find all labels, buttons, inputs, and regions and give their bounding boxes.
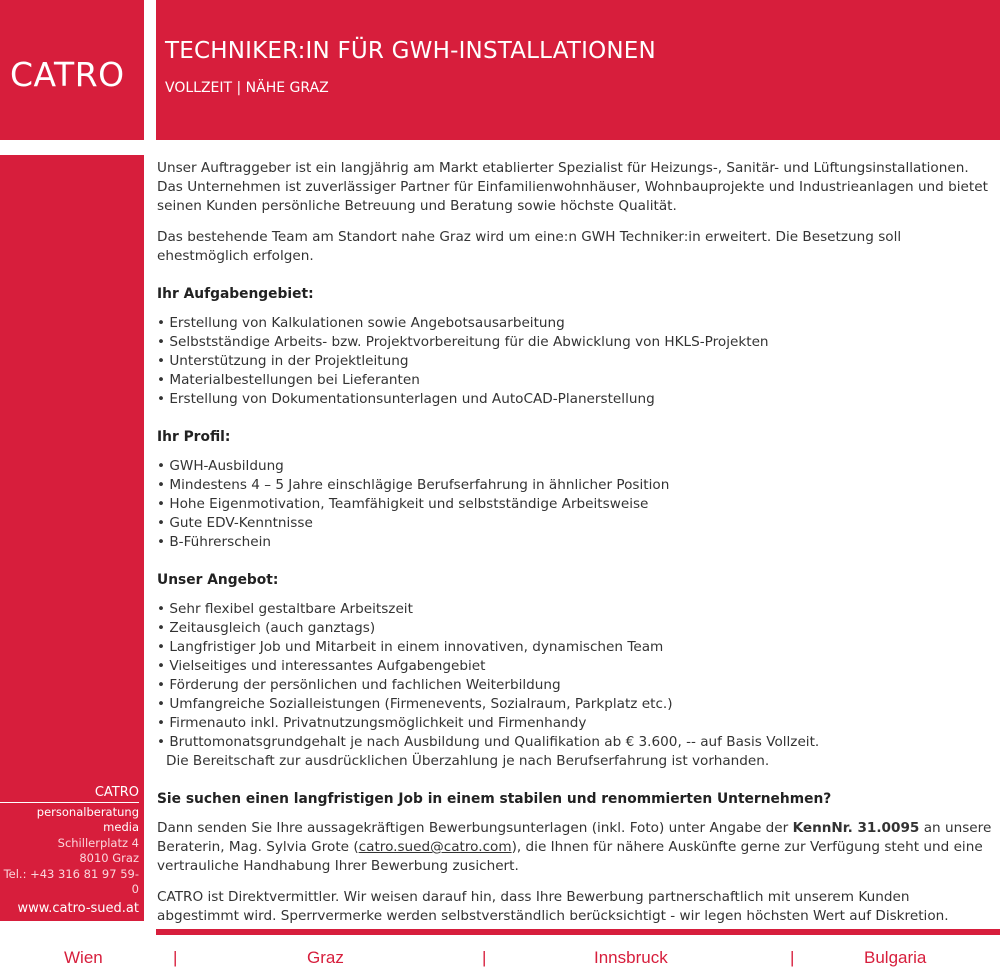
address-department [0, 805, 139, 836]
offer-list [157, 600, 995, 752]
list-item: • Erstellung von Dokumentationsunterlagen und AutoCAD-Planerstellung [157, 390, 995, 409]
intro-paragraph: Unser Auftraggeber ist ein langjährig am Markt etablierter Spezialist für Heizungs-, Sanitär- und Lüftungsinstallationen. Das Unternehmen ist zuverlässiger Partner für Einfamilienwohnhäuser, Wohnbauprojekte und Industrieanlagen und bietet seinen Kunden persönliche Betreuung und Beratung sowie höchste Qualität. [157, 160, 988, 214]
location-innsbruck: Innsbruck [594, 948, 668, 967]
job-subtitle: VOLLZEIT | NÄHE GRAZ [165, 80, 329, 96]
list-item: • Erstellung von Kalkulationen sowie Angebotsausarbeitung [157, 314, 995, 333]
address-phone: Tel.: +43 316 81 97 59-0 [3, 866, 139, 896]
apply-text: an unsere Beraterin, Mag. Sylvia Grote ( [157, 820, 992, 855]
apply-text: Dann senden Sie Ihre aussagekräftigen Bewerbungsunterlagen (inkl. Foto) unter Angabe der [157, 820, 793, 836]
list-item: • Gute EDV-Kenntnisse [157, 514, 995, 533]
location-graz: Graz [307, 948, 344, 967]
apply-text: ), die Ihnen für nähere Auskünfte gerne zur Verfügung steht und eine vertrauliche Handhabung Ihrer Bewerbung zusichert. [157, 839, 983, 874]
disclaimer-paragraph: CATRO ist Direktvermittler. Wir weisen darauf hin, dass Ihre Bewerbung partnerschaftlich mit unserem Kunden abgestimmt wird. Sperrvermerke werden selbstverständlich berücksichtigt - wir legen höchsten Wert auf Diskretion. [157, 889, 949, 924]
footer-separator: | [790, 948, 795, 967]
address-dept-line: media [103, 820, 139, 834]
list-item: • B-Führerschein [157, 533, 995, 552]
address-city: 8010 Graz [79, 851, 139, 865]
list-item: • GWH-Ausbildung [157, 457, 995, 476]
list-item: • Unterstützung in der Projektleitung [157, 352, 995, 371]
list-item: • Bruttomonatsgrundgehalt je nach Ausbildung und Qualifikation ab € 3.600, -- auf Basis Vollzeit. [157, 733, 995, 752]
footer-locations [0, 944, 1000, 975]
profile-list [157, 457, 995, 552]
apply-paragraph [157, 819, 995, 876]
list-item: • Zeitausgleich (auch ganztags) [157, 619, 995, 638]
closing-heading: Sie suchen einen langfristigen Job in einem stabilen und renommierten Unternehmen? [157, 791, 832, 807]
tasks-heading: Ihr Aufgabengebiet: [157, 286, 314, 302]
tasks-list [157, 314, 995, 409]
list-item: • Langfristiger Job und Mitarbeit in einem innovativen, dynamischen Team [157, 638, 995, 657]
intro-paragraph: Das bestehende Team am Standort nahe Graz wird um eine:n GWH Techniker:in erweitert. Die Besetzung soll ehestmöglich erfolgen. [157, 229, 902, 264]
offer-heading: Unser Angebot: [157, 572, 279, 588]
list-item: • Förderung der persönlichen und fachlichen Weiterbildung [157, 676, 995, 695]
list-item: • Vielseitiges und interessantes Aufgabengebiet [157, 657, 995, 676]
email-link[interactable]: catro.sued@catro.com [358, 839, 512, 855]
catro-logo: CATRO [10, 55, 125, 94]
list-item: • Hohe Eigenmotivation, Teamfähigkeit und selbstständige Arbeitsweise [157, 495, 995, 514]
offer-continuation: Die Bereitschaft zur ausdrücklichen Überzahlung je nach Berufserfahrung ist vorhanden. [166, 753, 770, 769]
reference-number: KennNr. 31.0095 [792, 820, 920, 836]
location-wien: Wien [64, 948, 103, 967]
footer-separator: | [482, 948, 487, 967]
list-item: • Mindestens 4 – 5 Jahre einschlägige Berufserfahrung in ähnlicher Position [157, 476, 995, 495]
list-item: • Umfangreiche Sozialleistungen (Firmenevents, Sozialraum, Parkplatz etc.) [157, 695, 995, 714]
logo-block [0, 0, 144, 140]
left-sidebar [0, 155, 144, 921]
job-title: TECHNIKER:IN FÜR GWH-INSTALLATIONEN [165, 38, 656, 64]
list-item: • Materialbestellungen bei Lieferanten [157, 371, 995, 390]
address-street: Schillerplatz 4 [57, 835, 139, 850]
list-item: • Selbstständige Arbeits- bzw. Projektvorbereitung für die Abwicklung von HKLS-Projekten [157, 333, 995, 352]
location-bulgaria: Bulgaria [864, 948, 927, 967]
address-block [0, 785, 139, 916]
header-banner [156, 0, 1000, 140]
address-dept-line: personalberatung [36, 804, 139, 819]
address-company: CATRO [0, 785, 139, 803]
job-description [157, 159, 995, 938]
list-item: • Firmenauto inkl. Privatnutzungsmöglichkeit und Firmenhandy [157, 714, 995, 733]
footer-separator: | [173, 948, 178, 967]
list-item: • Sehr flexibel gestaltbare Arbeitszeit [157, 600, 995, 619]
address-website-link[interactable]: www.catro-sued.at [17, 900, 139, 916]
profile-heading: Ihr Profil: [157, 429, 231, 445]
